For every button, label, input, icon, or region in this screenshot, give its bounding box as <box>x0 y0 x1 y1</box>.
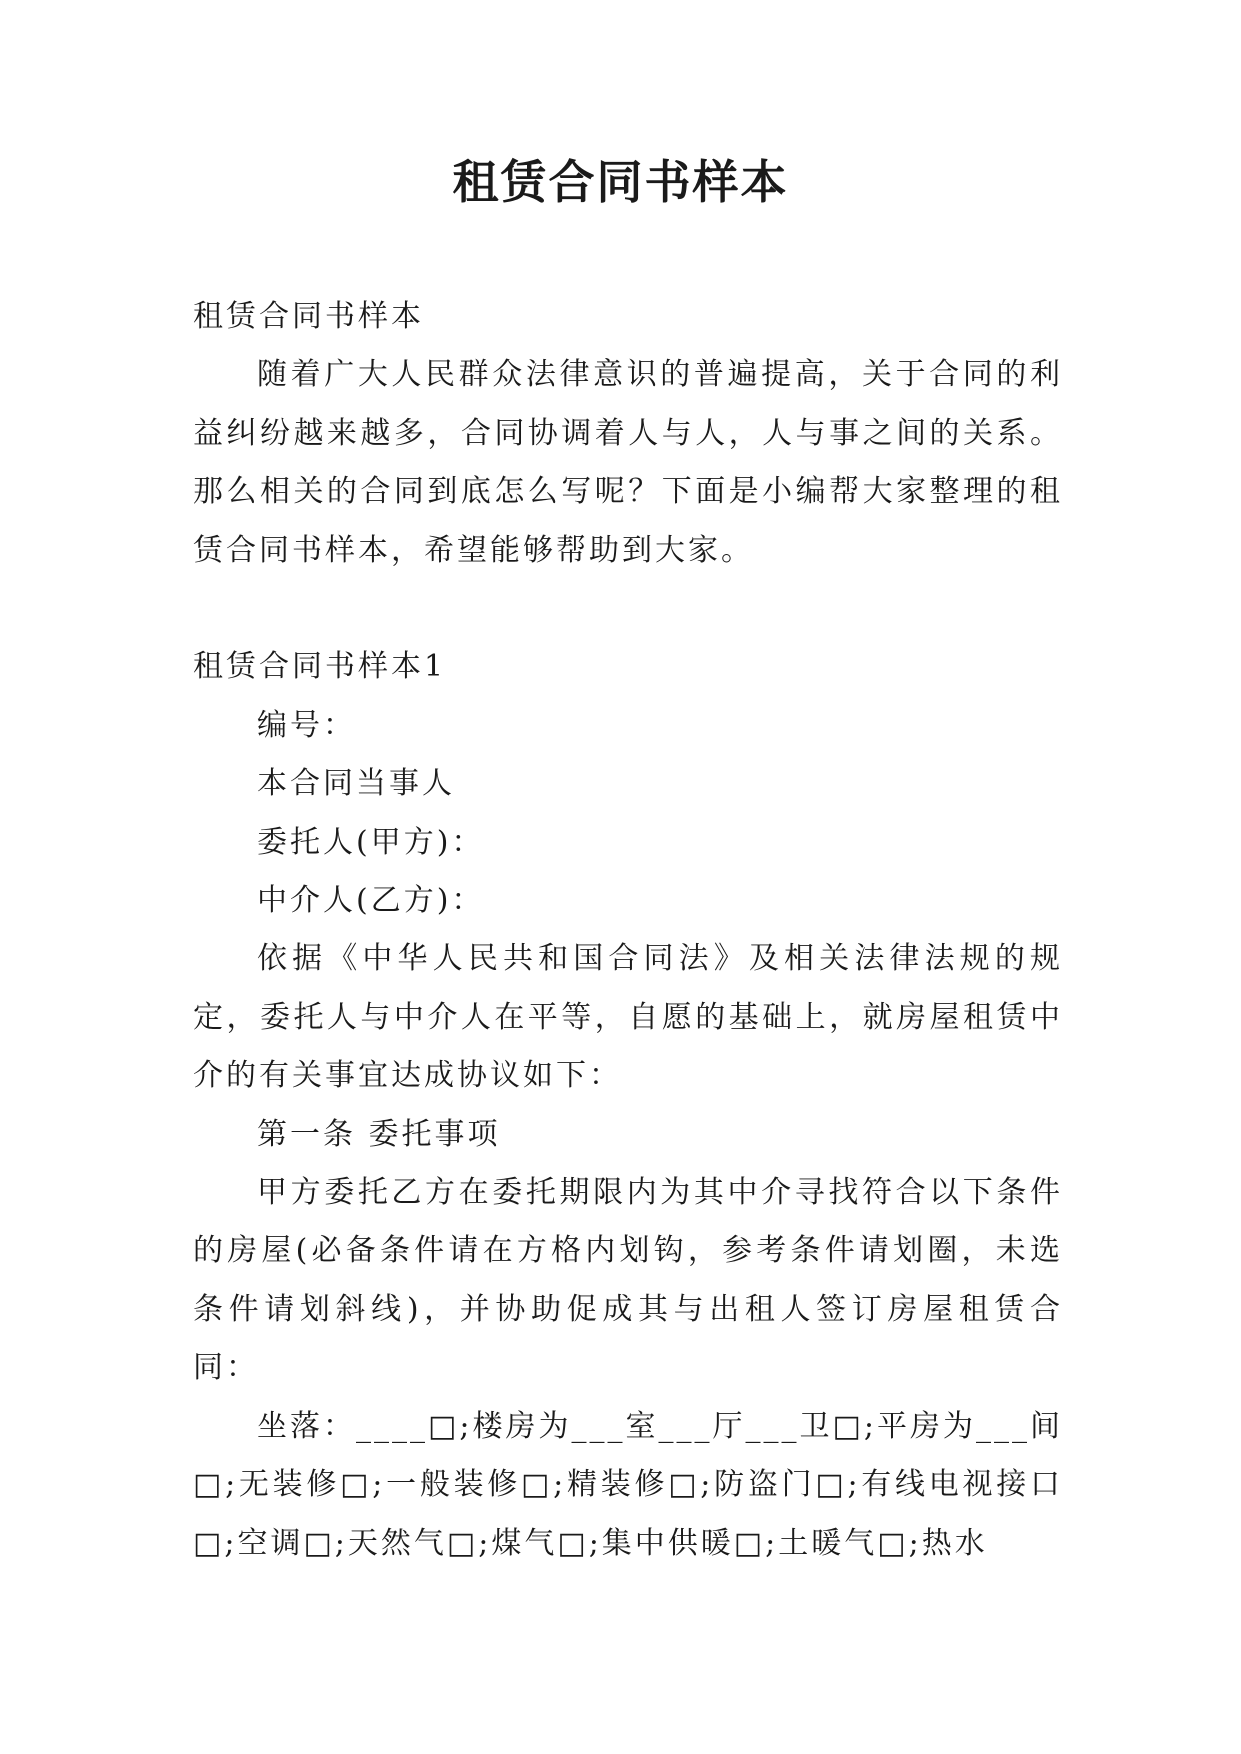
party-a-label: 委托人(甲方)： <box>257 824 485 860</box>
party-b-label: 中介人(乙方)： <box>257 883 485 919</box>
document-body <box>193 288 1063 1573</box>
contract-parties-label: 本合同当事人 <box>257 766 455 802</box>
section-spacer <box>193 580 1063 638</box>
property-conditions: 坐落：____□;楼房为___室___厅___卫□;平房为___间□;无装修□;一般装修□;精装修□;防盗门□;有线电视接口□;空调□;天然气□;煤气□;集中供暖□;土暖气□;热水 <box>193 1408 1063 1561</box>
intro-paragraph: 随着广大人民群众法律意识的普遍提高，关于合同的利益纠纷越来越多，合同协调着人与人，人与事之间的关系。那么相关的合同到底怎么写呢？下面是小编帮大家整理的租赁合同书样本，希望能够帮助到大家。 <box>193 357 1063 568</box>
legal-basis-paragraph: 依据《中华人民共和国合同法》及相关法律法规的规定，委托人与中介人在平等，自愿的基础上，就房屋租赁中介的有关事宜达成协议如下： <box>193 941 1063 1094</box>
contract-number-label: 编号： <box>257 707 356 743</box>
intro-heading: 租赁合同书样本 <box>193 299 424 334</box>
document-title: 租赁合同书样本 <box>452 155 789 209</box>
sample1-heading: 租赁合同书样本1 <box>193 649 447 685</box>
article1-body: 甲方委托乙方在委托期限内为其中介寻找符合以下条件的房屋(必备条件请在方格内划钩，参考条件请划圈，未选条件请划斜线)，并协助促成其与出租人签订房屋租赁合同： <box>193 1175 1063 1386</box>
article1-title: 第一条 委托事项 <box>257 1116 501 1152</box>
